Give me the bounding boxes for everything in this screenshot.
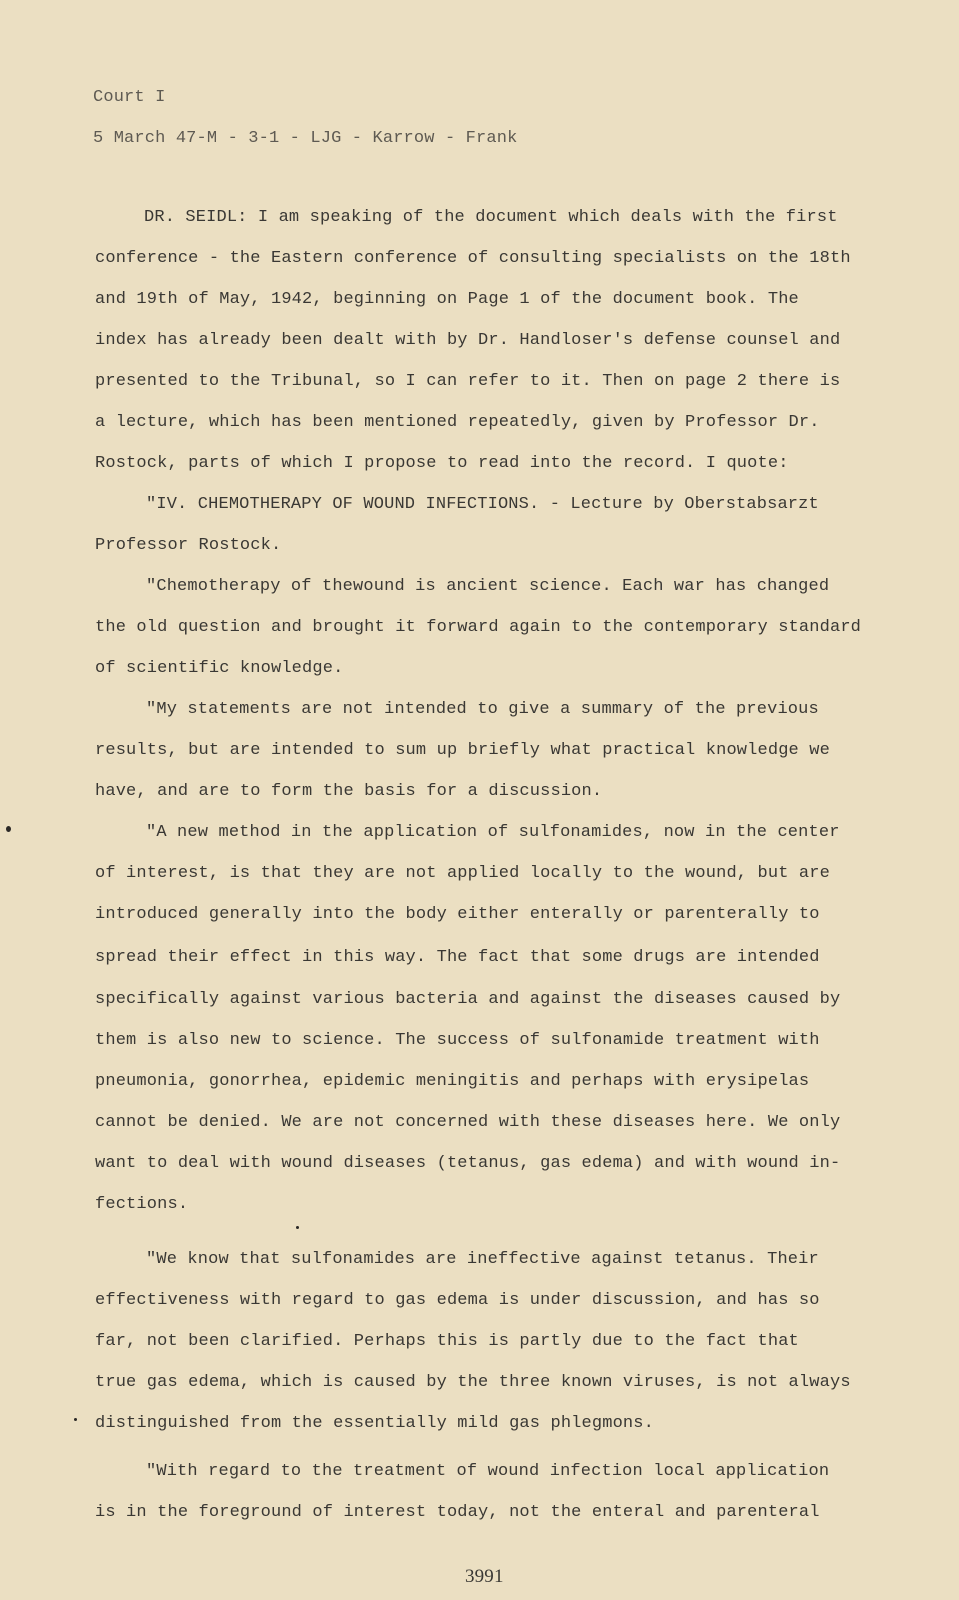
text-line: pneumonia, gonorrhea, epidemic meningitis and perhaps with erysipelas <box>95 1072 810 1091</box>
text-line: DR. SEIDL: I am speaking of the document which deals with the first <box>144 208 838 227</box>
text-line: of scientific knowledge. <box>95 659 344 678</box>
text-line: conference - the Eastern conference of consulting specialists on the 18th <box>95 249 851 268</box>
text-line: true gas edema, which is caused by the three known viruses, is not always <box>95 1373 851 1392</box>
text-line: Professor Rostock. <box>95 536 282 555</box>
text-line: index has already been dealt with by Dr. Handloser's defense counsel and <box>95 331 841 350</box>
page-number: 3991 <box>465 1566 504 1587</box>
text-line: cannot be denied. We are not concerned with these diseases here. We only <box>95 1113 841 1132</box>
paper-speck <box>296 1226 299 1229</box>
text-line: effectiveness with regard to gas edema is under discussion, and has so <box>95 1291 820 1310</box>
text-line: presented to the Tribunal, so I can refer to it. Then on page 2 there is <box>95 372 841 391</box>
paper-speck <box>6 826 11 832</box>
text-line: specifically against various bacteria and against the diseases caused by <box>95 990 841 1009</box>
text-line: the old question and brought it forward again to the contemporary standard <box>95 618 862 637</box>
court-label: Court I <box>93 88 166 107</box>
text-line: spread their effect in this way. The fact that some drugs are intended <box>95 948 820 967</box>
text-line: "Chemotherapy of thewound is ancient science. Each war has changed <box>146 577 830 596</box>
text-line: "A new method in the application of sulfonamides, now in the center <box>146 823 840 842</box>
text-line: "With regard to the treatment of wound infection local application <box>146 1462 830 1481</box>
text-line: introduced generally into the body either enterally or parenterally to <box>95 905 820 924</box>
text-line: a lecture, which has been mentioned repeatedly, given by Professor Dr. <box>95 413 820 432</box>
text-line: results, but are intended to sum up briefly what practical knowledge we <box>95 741 830 760</box>
text-line: want to deal with wound diseases (tetanus, gas edema) and with wound in- <box>95 1154 841 1173</box>
text-line: fections. <box>95 1195 189 1214</box>
text-line: "We know that sulfonamides are ineffective against tetanus. Their <box>146 1250 819 1269</box>
text-line: of interest, is that they are not applied locally to the wound, but are <box>95 864 830 883</box>
text-line: them is also new to science. The success of sulfonamide treatment with <box>95 1031 820 1050</box>
paper-speck <box>74 1418 77 1421</box>
text-line: far, not been clarified. Perhaps this is partly due to the fact that <box>95 1332 799 1351</box>
text-line: distinguished from the essentially mild gas phlegmons. <box>95 1414 654 1433</box>
text-line: is in the foreground of interest today, not the enteral and parenteral <box>95 1503 820 1522</box>
session-reference: 5 March 47-M - 3-1 - LJG - Karrow - Frank <box>93 129 518 148</box>
text-line: "My statements are not intended to give a summary of the previous <box>146 700 819 719</box>
text-line: and 19th of May, 1942, beginning on Page 1 of the document book. The <box>95 290 799 309</box>
text-line: have, and are to form the basis for a discussion. <box>95 782 603 801</box>
text-line: Rostock, parts of which I propose to read into the record. I quote: <box>95 454 789 473</box>
text-line: "IV. CHEMOTHERAPY OF WOUND INFECTIONS. - Lecture by Oberstabsarzt <box>146 495 819 514</box>
